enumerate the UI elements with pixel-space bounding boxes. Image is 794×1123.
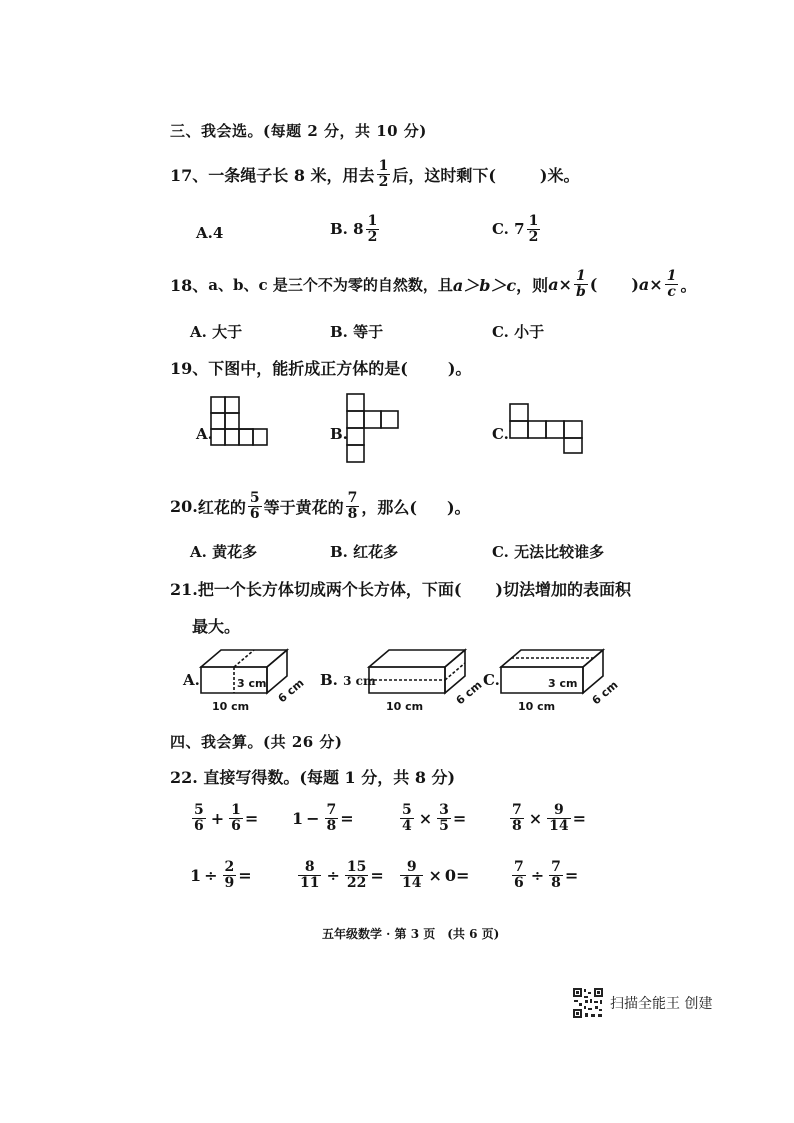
question-number: 21.: [170, 580, 198, 599]
question-text: 一条绳子长 8 米，用去: [208, 165, 375, 185]
width-label: 10 cm: [386, 700, 424, 713]
question-number: 18、: [170, 275, 209, 295]
option-a[interactable]: A. 大于: [190, 323, 243, 341]
cuboid-a: [198, 645, 306, 717]
depth-label: 6 cm: [275, 676, 307, 706]
question-number: 17、: [170, 165, 209, 185]
option-c[interactable]: C.: [483, 671, 500, 689]
question-number: 20.: [170, 496, 198, 516]
section-heading-choose: 三、我会选。(每题 2 分，共 10 分): [170, 122, 427, 140]
problem-1[interactable]: $\frac{5}{6}$ + $\frac{1}{6}$ =: [194, 802, 259, 834]
question-20: 20. 红花的 $\frac{5}{6}$ 等于黄花的 $\frac{7}{8}$ ，那么( )。: [170, 490, 471, 522]
question-text: )米。: [539, 165, 580, 185]
cube-net-b: [346, 393, 402, 469]
question-text: ，那么(: [361, 497, 417, 517]
cuboid-b: [366, 645, 485, 717]
option-c[interactable]: C. 无法比较谁多: [492, 543, 605, 561]
option-c[interactable]: C. 小于: [492, 323, 545, 341]
question-text: 红花的: [197, 497, 246, 517]
cube-net-c: [509, 403, 585, 455]
question-text: ，则: [516, 275, 549, 295]
question-text: a、b、c 是三个不为零的自然数，且: [208, 275, 453, 294]
cube-net-a: [210, 396, 270, 452]
option-a[interactable]: A.: [183, 671, 200, 689]
scanner-watermark: [572, 987, 712, 1019]
question-17: [170, 159, 579, 189]
problem-6[interactable]: $\frac{8}{11}$ ÷ $\frac{15}{22}$ =: [300, 859, 384, 891]
option-b[interactable]: B. 红花多: [330, 543, 399, 561]
width-label: 10 cm: [212, 700, 250, 713]
depth-label: 6 cm: [453, 678, 485, 708]
question-22-heading: 22. 直接写得数。(每题 1 分，共 8 分): [170, 768, 456, 787]
question-text: 下图中，能折成正方体的是(: [208, 359, 408, 378]
option-c[interactable]: C.: [492, 425, 509, 443]
question-21-line2: 最大。: [192, 617, 241, 636]
question-text: 后，这时剩下(: [392, 165, 496, 185]
option-b[interactable]: B. 等于: [330, 323, 384, 341]
option-b[interactable]: B.: [330, 425, 348, 443]
question-19: 19、下图中，能折成正方体的是( )。: [170, 359, 472, 378]
problem-7[interactable]: $\frac{9}{14}$ × 0 =: [402, 859, 470, 891]
qr-code-icon: [572, 987, 604, 1019]
depth-label: 6 cm: [589, 678, 621, 708]
expression-left: a×: [548, 274, 572, 294]
question-text: 等于黄花的: [263, 497, 344, 517]
problem-4[interactable]: $\frac{7}{8}$ × $\frac{9}{14}$ =: [512, 802, 587, 834]
question-number: 19、: [170, 359, 209, 378]
width-label: 10 cm: [518, 700, 556, 713]
question-text: 把一个长方体切成两个长方体，下面(: [197, 580, 462, 599]
section-heading-calculate: 四、我会算。(共 26 分): [170, 733, 343, 751]
fraction: $\frac{1}{2}$: [378, 158, 389, 190]
expression-right: a×: [638, 274, 663, 294]
option-a[interactable]: A. 黄花多: [190, 543, 258, 561]
watermark-text: 扫描全能王 创建: [610, 996, 713, 1012]
height-label: 3 cm: [548, 677, 578, 690]
question-18: 18、 a、b、c 是三个不为零的自然数，且 a＞b＞c ，则 a× $\frac{1}{b}$ ( ) a× $\frac{1}{c}$ 。: [170, 268, 697, 300]
problem-3[interactable]: $\frac{5}{4}$ × $\frac{3}{5}$ =: [402, 802, 467, 834]
cuboid-c: [498, 645, 621, 717]
option-b[interactable]: B. 3 cm: [320, 671, 376, 689]
page-footer: 五年级数学 · 第 3 页 (共 6 页): [322, 927, 500, 941]
option-a[interactable]: A.: [196, 425, 213, 443]
inequality: a＞b＞c: [452, 275, 517, 295]
option-b[interactable]: B. 8 $\frac{1}{2}$: [330, 213, 378, 245]
height-label: 3 cm: [237, 677, 267, 690]
question-21: [170, 577, 631, 600]
option-c[interactable]: C. 7 $\frac{1}{2}$: [492, 213, 539, 245]
question-text: )切法增加的表面积: [495, 580, 631, 599]
problem-8[interactable]: $\frac{7}{6}$ ÷ $\frac{7}{8}$ =: [514, 859, 579, 891]
option-a[interactable]: A.4: [196, 224, 224, 242]
problem-2[interactable]: 1 − $\frac{7}{8}$ =: [292, 802, 354, 834]
problem-5[interactable]: 1 ÷ $\frac{2}{9}$ =: [190, 859, 252, 891]
